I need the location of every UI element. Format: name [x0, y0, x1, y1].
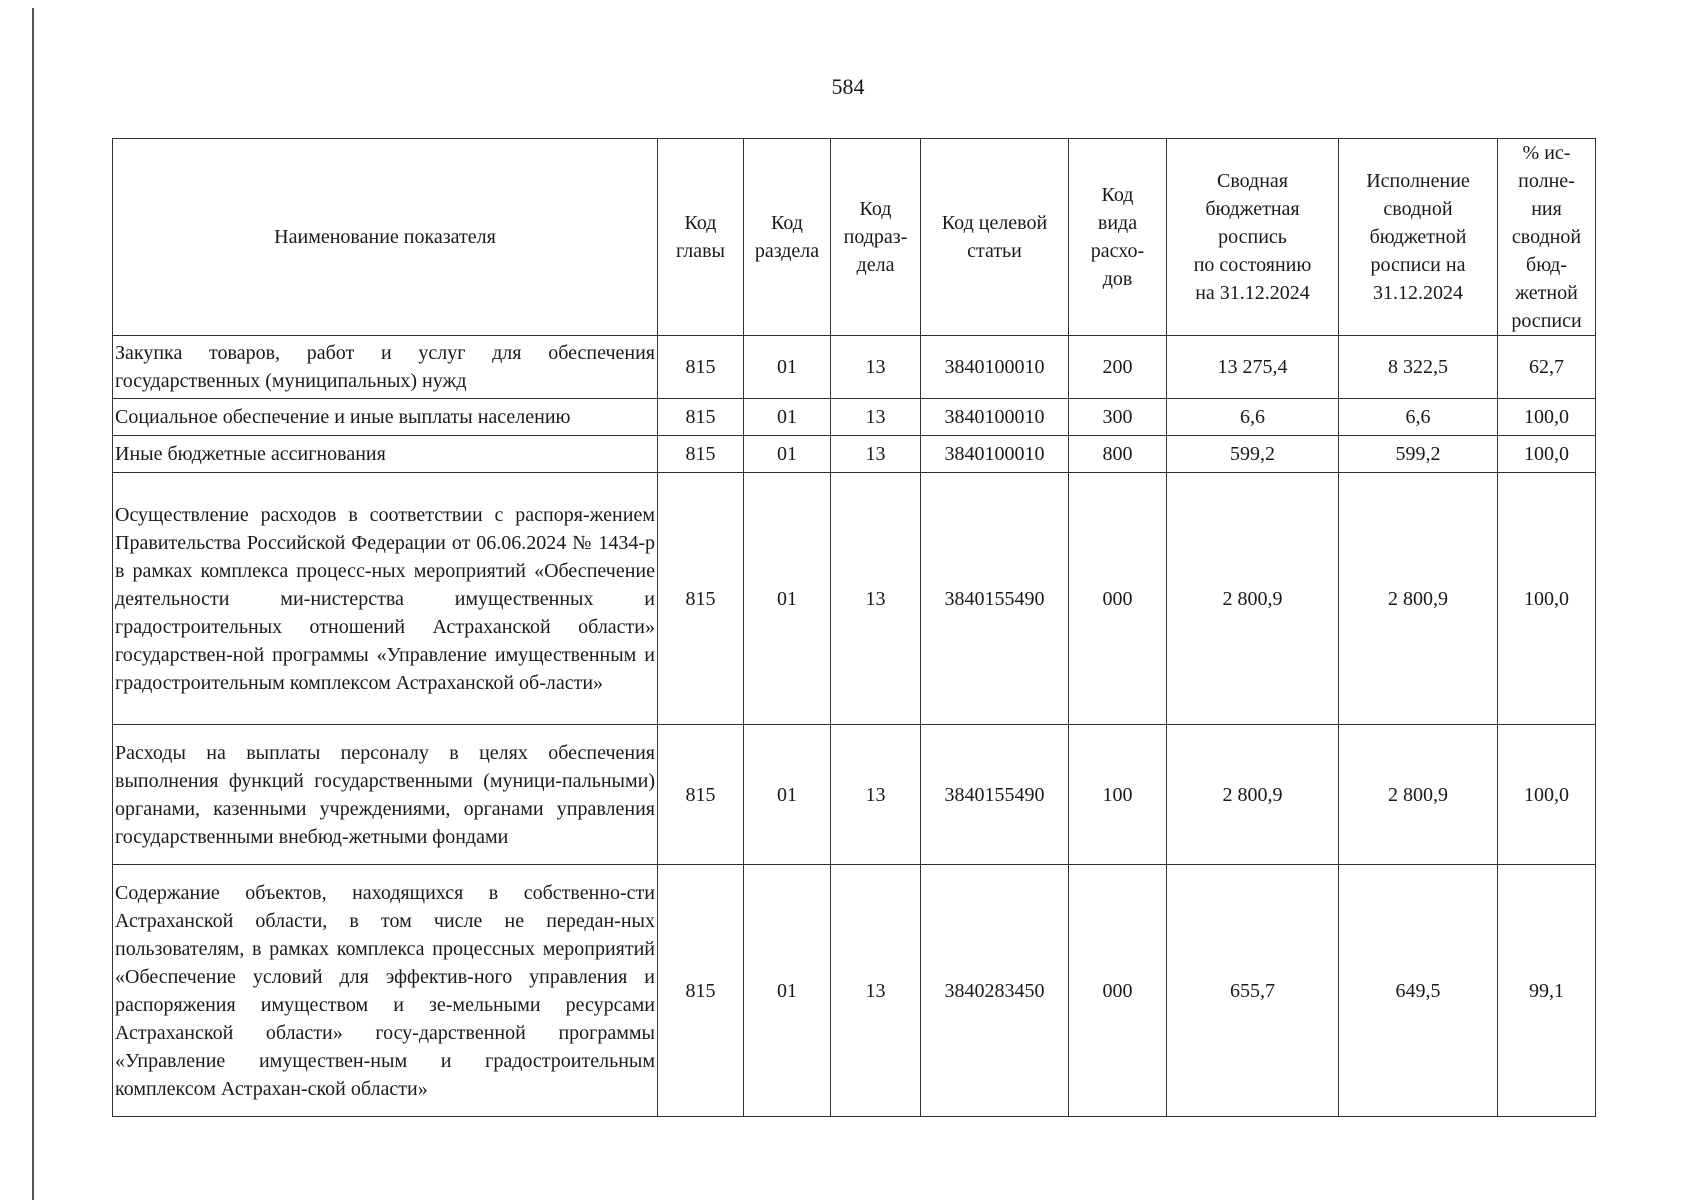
cell-chapter-code: 815 — [658, 725, 744, 865]
binding-edge-line — [32, 8, 34, 1200]
cell-expense-type-code: 000 — [1069, 473, 1167, 725]
cell-target-article-code: 3840155490 — [921, 725, 1069, 865]
cell-execution-percent: 100,0 — [1498, 725, 1596, 865]
cell-budget-execution: 6,6 — [1339, 399, 1498, 436]
header-target-article-code: Код целевой статьи — [921, 139, 1069, 336]
table-row — [113, 473, 1596, 725]
cell-target-article-code: 3840155490 — [921, 473, 1069, 725]
cell-expense-type-code: 000 — [1069, 865, 1167, 1117]
cell-budget-schedule: 2 800,9 — [1167, 725, 1339, 865]
cell-execution-percent: 100,0 — [1498, 399, 1596, 436]
cell-expense-type-code: 100 — [1069, 725, 1167, 865]
cell-budget-execution: 599,2 — [1339, 436, 1498, 473]
table-row — [113, 436, 1596, 473]
cell-budget-execution: 2 800,9 — [1339, 473, 1498, 725]
page-number: 584 — [831, 74, 865, 99]
cell-section-code: 01 — [744, 399, 831, 436]
cell-budget-schedule: 2 800,9 — [1167, 473, 1339, 725]
table-header-row — [113, 139, 1596, 336]
cell-budget-schedule: 655,7 — [1167, 865, 1339, 1117]
cell-indicator-name: Социальное обеспечение и иные выплаты населению — [113, 399, 658, 436]
cell-chapter-code: 815 — [658, 436, 744, 473]
cell-indicator-name: Закупка товаров, работ и услуг для обеспечения государственных (муниципальных) нужд — [113, 336, 658, 399]
header-expense-type-code: Код вида расхо- дов — [1069, 139, 1167, 336]
cell-execution-percent: 62,7 — [1498, 336, 1596, 399]
table-row — [113, 725, 1596, 865]
cell-section-code: 01 — [744, 436, 831, 473]
cell-indicator-name: Содержание объектов, находящихся в собственно-сти Астраханской области, в том числе не передан-ных пользователям, в рамках комплекса процессных мероприятий «Обеспечение условий для эффектив-ного управления и распоряжения имуществом и зе-мельными ресурсами Астраханской области» госу-дарственной программы «Управление имуществен-ным и градостроительным комплексом Астрахан-ской области» — [113, 865, 658, 1117]
header-indicator-name: Наименование показателя — [113, 139, 658, 336]
cell-indicator-name: Иные бюджетные ассигнования — [113, 436, 658, 473]
cell-execution-percent: 100,0 — [1498, 436, 1596, 473]
cell-subsection-code: 13 — [831, 399, 921, 436]
cell-section-code: 01 — [744, 865, 831, 1117]
budget-execution-table — [112, 138, 1596, 1117]
cell-subsection-code: 13 — [831, 865, 921, 1117]
header-budget-execution: Исполнение сводной бюджетной росписи на 31.12.2024 — [1339, 139, 1498, 336]
table-row — [113, 865, 1596, 1117]
cell-subsection-code: 13 — [831, 725, 921, 865]
cell-chapter-code: 815 — [658, 399, 744, 436]
cell-budget-execution: 8 322,5 — [1339, 336, 1498, 399]
header-execution-percent: % ис- полне- ния сводной бюд- жетной росписи — [1498, 139, 1596, 336]
header-subsection-code: Код подраз- дела — [831, 139, 921, 336]
cell-chapter-code: 815 — [658, 865, 744, 1117]
cell-budget-execution: 2 800,9 — [1339, 725, 1498, 865]
cell-budget-schedule: 13 275,4 — [1167, 336, 1339, 399]
cell-budget-execution: 649,5 — [1339, 865, 1498, 1117]
cell-subsection-code: 13 — [831, 436, 921, 473]
cell-target-article-code: 3840100010 — [921, 336, 1069, 399]
cell-budget-schedule: 6,6 — [1167, 399, 1339, 436]
cell-budget-schedule: 599,2 — [1167, 436, 1339, 473]
cell-indicator-name: Осуществление расходов в соответствии с распоря-жением Правительства Российской Федерации от 06.06.2024 № 1434-р в рамках комплекса процесс-ных мероприятий «Обеспечение деятельности ми-нистерства имущественных и градостроительных отношений Астраханской области» государствен-ной программы «Управление имущественным и градостроительным комплексом Астраханской об-ласти» — [113, 473, 658, 725]
cell-indicator-name: Расходы на выплаты персоналу в целях обеспечения выполнения функций государственными (муници-пальными) органами, казенными учреждениями, органами управления государственными внебюд-жетными фондами — [113, 725, 658, 865]
cell-section-code: 01 — [744, 336, 831, 399]
cell-subsection-code: 13 — [831, 336, 921, 399]
cell-expense-type-code: 200 — [1069, 336, 1167, 399]
cell-expense-type-code: 800 — [1069, 436, 1167, 473]
table-row — [113, 336, 1596, 399]
cell-section-code: 01 — [744, 473, 831, 725]
cell-section-code: 01 — [744, 725, 831, 865]
cell-subsection-code: 13 — [831, 473, 921, 725]
cell-chapter-code: 815 — [658, 473, 744, 725]
cell-target-article-code: 3840100010 — [921, 399, 1069, 436]
header-chapter-code: Код главы — [658, 139, 744, 336]
cell-expense-type-code: 300 — [1069, 399, 1167, 436]
cell-chapter-code: 815 — [658, 336, 744, 399]
cell-execution-percent: 100,0 — [1498, 473, 1596, 725]
cell-target-article-code: 3840100010 — [921, 436, 1069, 473]
header-budget-schedule: Сводная бюджетная роспись по состоянию на 31.12.2024 — [1167, 139, 1339, 336]
table-row — [113, 399, 1596, 436]
cell-target-article-code: 3840283450 — [921, 865, 1069, 1117]
header-section-code: Код раздела — [744, 139, 831, 336]
cell-execution-percent: 99,1 — [1498, 865, 1596, 1117]
